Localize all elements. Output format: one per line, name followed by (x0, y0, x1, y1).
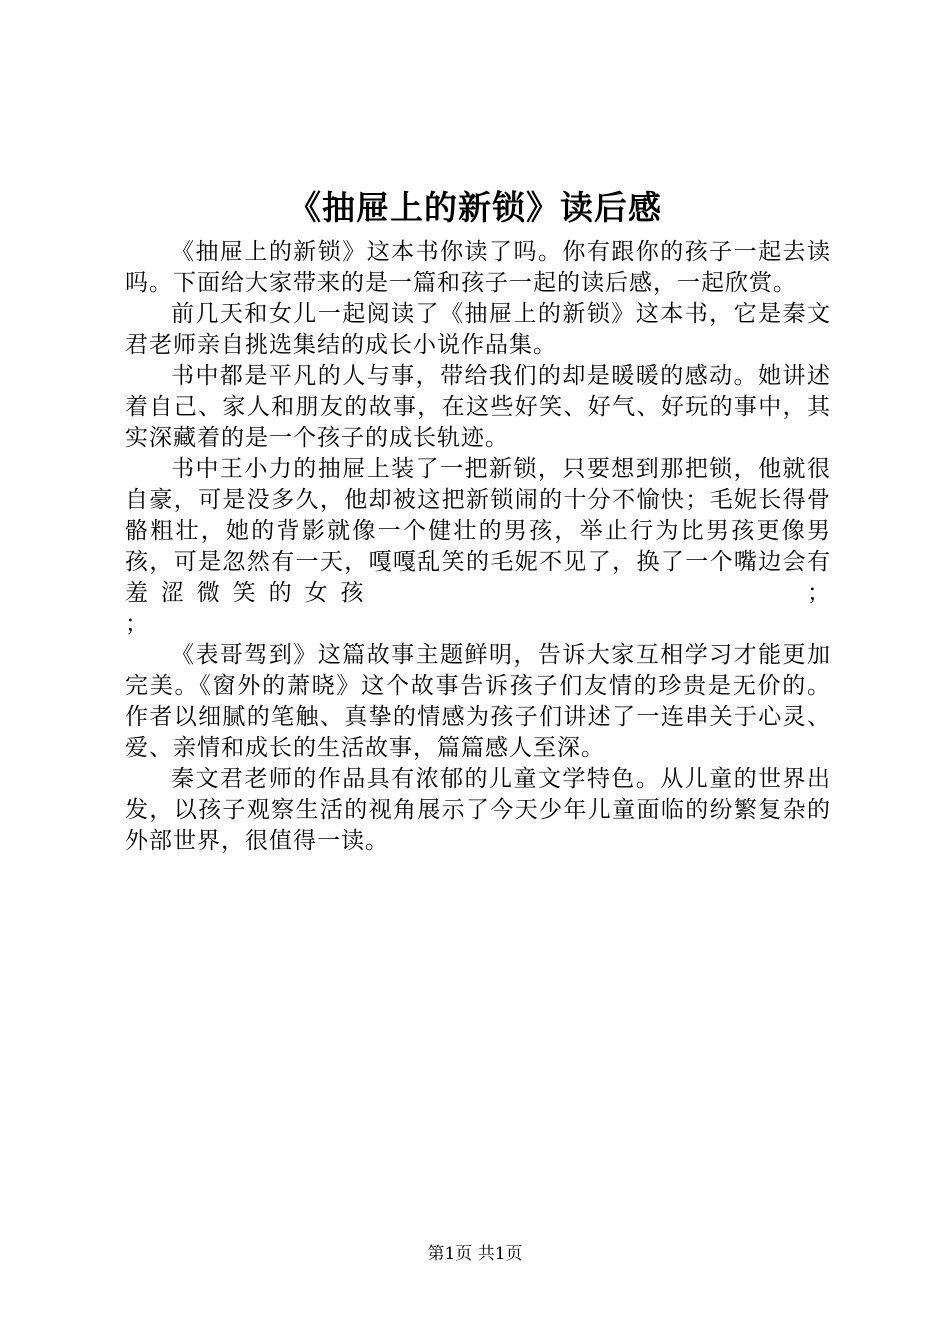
paragraph-reading: 前几天和女儿一起阅读了《抽屉上的新锁》这本书，它是秦文君老师亲自挑选集结的成长小说作品集。 (125, 301, 831, 358)
paragraph-book-content: 书中都是平凡的人与事，带给我们的却是暖暖的感动。她讲述着自己、家人和朋友的故事，在这些好笑、好气、好玩的事中，其实深藏着的是一个孩子的成长轨迹。 (125, 363, 831, 451)
paragraph-intro: 《抽屉上的新锁》这本书你读了吗。你有跟你的孩子一起去读吗。下面给大家带来的是一篇和孩子一起的读后感，一起欣赏。 (125, 239, 831, 296)
paragraph-conclusion: 秦文君老师的作品具有浓郁的儿童文学特色。从儿童的世界出发，以孩子观察生活的视角展示了今天少年儿童面临的纷繁复杂的外部世界，很值得一读。 (125, 766, 831, 854)
paragraph-stories: 《表哥驾到》这篇故事主题鲜明，告诉大家互相学习才能更加完美。《窗外的萧晓》这个故事告诉孩子们友情的珍贵是无价的。作者以细腻的笔触、真挚的情感为孩子们讲述了一连串关于心灵、爱、亲情和成长的生活故事，篇篇感人至深。 (125, 642, 831, 761)
paragraph-semicolon: ； (125, 611, 149, 637)
page-footer: 第1页 共1页 (427, 1244, 523, 1264)
paragraph-characters: 书中王小力的抽屉上装了一把新锁，只要想到那把锁，他就很自豪，可是没多久，他却被这把新锁闹的十分不愉快；毛妮长得骨骼粗壮，她的背影就像一个健壮的男孩，举止行为比男孩更像男孩，可是忽然有一天，嘎嘎乱笑的毛妮不见了，换了一个嘴边会有羞涩微笑的女孩 ； (125, 456, 831, 606)
document-title: 《抽屉上的新锁》读后感 (288, 188, 662, 227)
document-body (125, 237, 831, 857)
